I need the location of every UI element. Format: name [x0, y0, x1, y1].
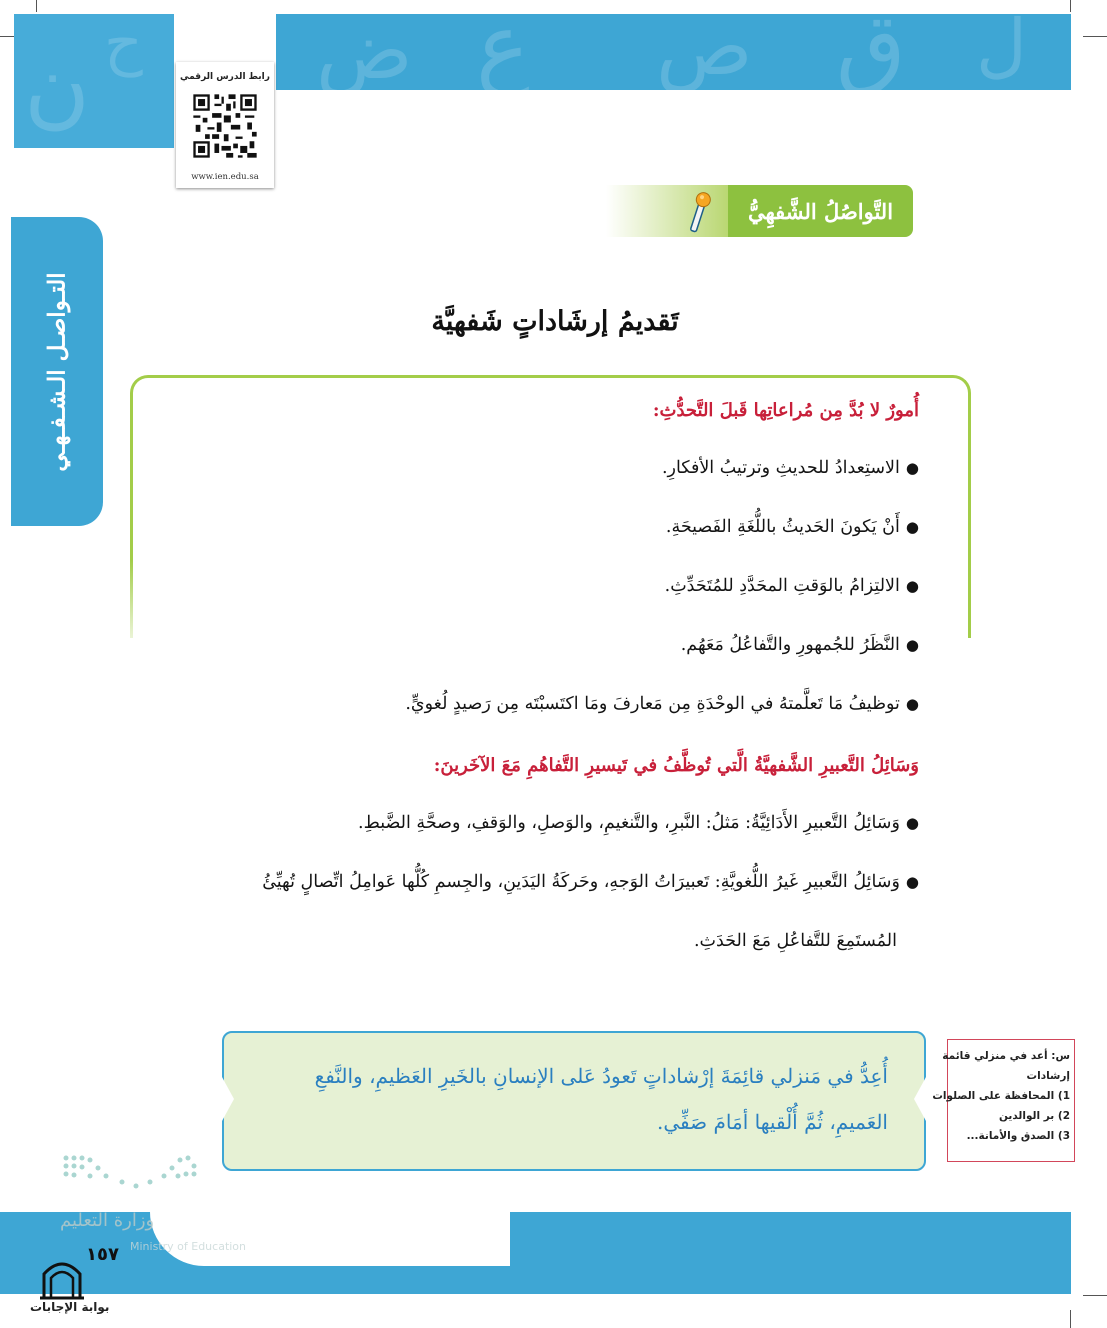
activity-text: [248, 1053, 888, 1145]
list-item-text: الالتِزامُ بالوَقتِ المحَدَّدِ للمُتَحَدِّثِ.: [664, 576, 900, 596]
microphone-icon: [686, 190, 712, 236]
section-badge: [728, 185, 913, 237]
frame-fade: [130, 560, 136, 660]
banner-pattern-glyph: ص: [656, 0, 753, 93]
crop-mark: [1083, 36, 1107, 37]
crop-mark: [36, 0, 37, 12]
section-heading-1: أُمورٌ لا بُدَّ مِن مُراعاتِها قَبلَ التَّحدُّثِ:: [652, 400, 919, 421]
page-number: ١٥٧: [86, 1244, 119, 1265]
activity-notch: [222, 1077, 234, 1121]
bullet-icon: ●: [905, 518, 919, 536]
crop-mark: [1070, 1310, 1071, 1328]
activity-box: [222, 1031, 926, 1171]
list-item: [681, 635, 919, 655]
banner-pattern-glyph: ن: [24, 34, 91, 139]
list-item: [262, 872, 919, 892]
ministry-sub: Ministry of Education: [130, 1240, 247, 1253]
answer-note-line: 1) المحافظة على الصلوات: [932, 1090, 1070, 1102]
answer-note-line: س: أعد في منزلي قائمة: [942, 1050, 1070, 1062]
banner-pattern-glyph: ض: [316, 4, 413, 97]
crop-mark: [1083, 1295, 1107, 1296]
list-item: [662, 458, 919, 478]
footer-cut: [150, 1212, 510, 1266]
qr-code-icon[interactable]: [188, 92, 262, 160]
banner-pattern-glyph: ق: [836, 0, 906, 99]
list-item-text: أَنْ يَكونَ الحَديثُ باللُّغَةِ الفَصيحَةِ.: [665, 517, 900, 537]
bullet-icon: ●: [905, 695, 919, 713]
activity-line: العَميمِ، ثُمَّ أُلْقيها أمَامَ صَفِّي.: [657, 1110, 888, 1134]
ministry-name: وزارة التعليم: [60, 1210, 155, 1231]
answer-note-line: إرشادات: [1026, 1070, 1070, 1082]
list-item-text: توظيفُ مَا تَعلَّمتهُ في الوحْدَةِ مِن مَعارفَ ومَا اكتَسبْتَه مِن رَصيدٍ لُغويٍّ.: [405, 694, 900, 714]
bullet-icon: ●: [905, 636, 919, 654]
frame-fade: [962, 560, 968, 660]
list-item-continuation: المُستَمِعَ للتَّفاعُلِ مَعَ الحَدَثِ.: [693, 931, 897, 951]
crop-mark: [1070, 0, 1071, 12]
section-badge-fade: [606, 185, 731, 237]
list-item-text: الاستِعدادُ للحديثِ وترتيبُ الأفكارِ.: [661, 458, 900, 478]
qr-url[interactable]: www.ien.edu.sa: [191, 172, 259, 182]
bullet-icon: ●: [905, 459, 919, 477]
header-banner: [276, 0, 1071, 99]
banner-pattern-glyph: ح: [104, 8, 143, 78]
list-item: [666, 517, 919, 537]
bullet-icon: ●: [905, 873, 919, 891]
bullet-icon: ●: [905, 814, 919, 832]
page-title: تَقديمُ إرشَاداتٍ شَفهيَّة: [431, 306, 679, 337]
banner-pattern-glyph: ل: [976, 4, 1027, 86]
list-item-text: وَسَائِلُ التَّعبيرِ غَيرُ اللُّغويَّةِ: تَعبيرَاتُ الوَجهِ، وحَركَةُ اليَدَينِ، والجِسمِ كُلُّها عَوامِلُ اتِّصالٍ تُهيِّئُ: [262, 872, 900, 892]
banner-pattern-glyph: ع: [476, 0, 530, 99]
ministry-logo-icon: [60, 1152, 200, 1200]
section-heading-2: وَسَائِلُ التَّعبيرِ الشَّفهيَّةُ الَّتي تُوظَّفُ في تَيسيرِ التَّفاهُمِ مَعَ الآخَرينَ:: [433, 755, 919, 776]
answer-note-line: 2) بر الوالدين: [998, 1110, 1070, 1122]
answer-note-line: 3) الصدق والأمانة...: [966, 1130, 1070, 1142]
activity-line: أُعِدُّ في مَنزلي قائِمَةَ إرْشاداتٍ تَعودُ عَلى الإنسانِ بالخَيرِ العَظيمِ، والنَّفعِ: [314, 1064, 888, 1088]
qr-card[interactable]: [176, 62, 274, 188]
activity-notch: [914, 1077, 926, 1121]
list-item: [358, 813, 919, 833]
list-item: [665, 576, 919, 596]
list-item-text: النَّظَرُ للجُمهورِ والتَّفاعُلُ مَعَهُم.: [680, 635, 900, 655]
header-banner-left: [14, 8, 174, 148]
answer-note: [932, 1039, 1075, 1162]
qr-title: رابط الدرس الرقمي: [180, 72, 270, 82]
section-badge-label: التَّواصُلُ الشَّفهِيُّ: [747, 198, 894, 224]
bullet-icon: ●: [905, 577, 919, 595]
answers-gate-label: بوابة الإجابات: [30, 1300, 110, 1314]
list-item: [405, 694, 919, 714]
side-tab: [11, 217, 103, 526]
list-item-text: وَسَائِلُ التَّعبيرِ الأَدَائِيَّةُ: مَثلُ: النَّبرِ، والتَّنغيمِ، والوَصلِ، والوَقفِ، وصحَّةِ الضَّبطِ.: [358, 813, 900, 833]
side-tab-label: التـواصـل الـشـفـهـي: [43, 271, 71, 472]
answers-gate-logo-icon: [38, 1254, 86, 1300]
